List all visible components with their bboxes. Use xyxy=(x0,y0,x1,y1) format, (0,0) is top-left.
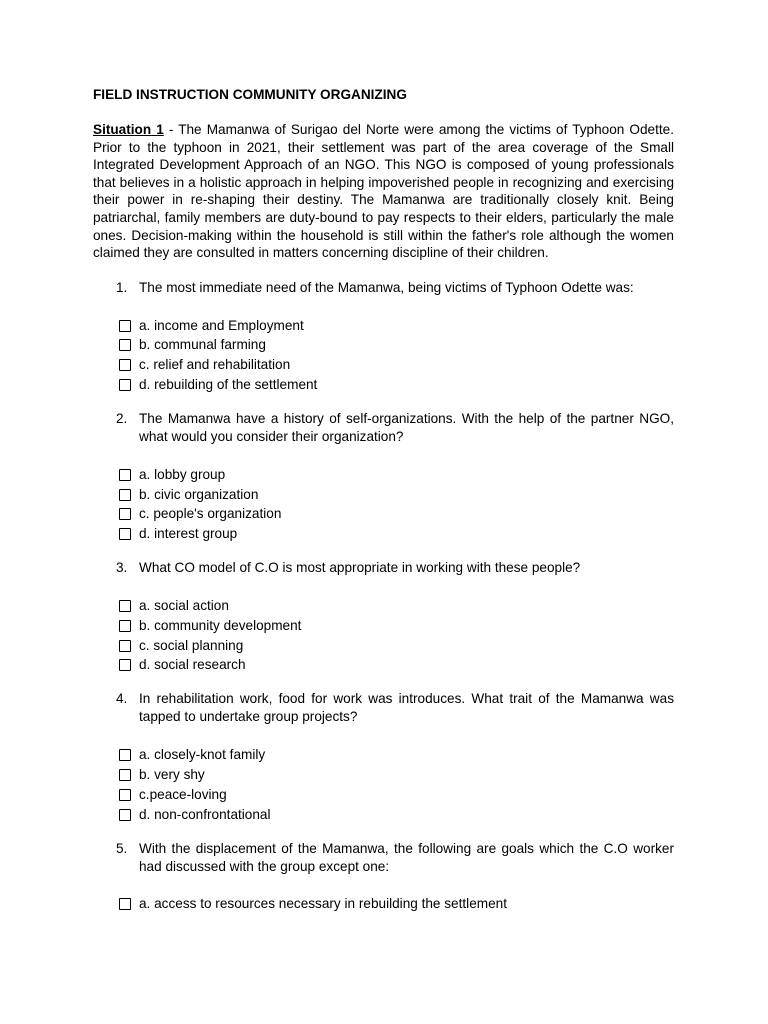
checkbox-icon[interactable] xyxy=(119,789,131,801)
checkbox-icon[interactable] xyxy=(119,508,131,520)
question-text: The most immediate need of the Mamanwa, being victims of Typhoon Odette was: xyxy=(139,279,634,295)
question-5-options xyxy=(93,895,674,915)
answer-option[interactable] xyxy=(93,745,674,765)
option-label: d. rebuilding of the settlement xyxy=(139,377,318,393)
question-number: 5. xyxy=(116,840,128,856)
question-number: 4. xyxy=(116,691,128,707)
question-text: The Mamanwa have a history of self-organizations. With the help of the partner NGO, what would you consider their organization? xyxy=(139,410,674,444)
checkbox-icon[interactable] xyxy=(119,620,131,632)
answer-option[interactable] xyxy=(93,636,674,656)
question-2 xyxy=(93,410,674,446)
option-label: c. social planning xyxy=(139,637,244,653)
checkbox-icon[interactable] xyxy=(119,769,131,781)
checkbox-icon[interactable] xyxy=(119,640,131,652)
answer-option[interactable] xyxy=(93,465,674,485)
option-label: c. relief and rehabilitation xyxy=(139,357,291,373)
question-1-options xyxy=(93,316,674,395)
answer-option[interactable] xyxy=(93,375,674,395)
answer-option[interactable] xyxy=(93,596,674,616)
option-label: b. very shy xyxy=(139,767,205,782)
answer-option[interactable] xyxy=(93,485,674,505)
option-label: c. people's organization xyxy=(139,506,282,522)
situation-text: - The Mamanwa of Surigao del Norte were among the victims of Typhoon Odette. Prior to the typhoon in 2021, their settlement was part of the area coverage of the Small Integrated Development Approach of an NGO. This NGO is composed of young professionals that believes in a holistic approach in helping impoverished people in recognizing and exercising their power in re-shaping their destiny. The Mamanwa are traditionally closely knit. Being patriarchal, family members are duty-bound to pay respects to their elders, particularly the male ones. Decision-making within the household is still within the father's role although the women claimed they are consulted in matters concerning discipline of their children. xyxy=(93,122,674,261)
answer-option[interactable] xyxy=(93,656,674,676)
question-text: With the displacement of the Mamanwa, the following are goals which the C.O worker had discussed with the group except one: xyxy=(139,840,674,874)
answer-option[interactable] xyxy=(93,616,674,636)
document-title: FIELD INSTRUCTION COMMUNITY ORGANIZING xyxy=(93,87,407,102)
question-number: 1. xyxy=(116,279,128,295)
situation-label: Situation 1 xyxy=(93,122,164,137)
question-1 xyxy=(93,279,674,297)
answer-option[interactable] xyxy=(93,355,674,375)
question-text: What CO model of C.O is most appropriate in working with these people? xyxy=(139,560,581,576)
question-2-options xyxy=(93,465,674,544)
checkbox-icon[interactable] xyxy=(119,528,131,540)
checkbox-icon[interactable] xyxy=(119,339,131,351)
answer-option[interactable] xyxy=(93,785,674,805)
checkbox-icon[interactable] xyxy=(119,898,131,910)
question-3 xyxy=(93,559,674,577)
question-number: 3. xyxy=(116,560,128,576)
question-text: In rehabilitation work, food for work was introduces. What trait of the Mamanwa was tapped to undertake group projects? xyxy=(139,691,674,725)
checkbox-icon[interactable] xyxy=(119,379,131,391)
option-label: d. non-confrontational xyxy=(139,806,271,822)
answer-option[interactable] xyxy=(93,805,674,825)
document-page xyxy=(93,86,674,914)
option-label: d. interest group xyxy=(139,526,238,542)
question-4-options xyxy=(93,745,674,824)
option-label: c.peace-loving xyxy=(139,786,227,802)
checkbox-icon[interactable] xyxy=(119,320,131,332)
checkbox-icon[interactable] xyxy=(119,749,131,761)
question-number: 2. xyxy=(116,410,128,426)
checkbox-icon[interactable] xyxy=(119,469,131,481)
answer-option[interactable] xyxy=(93,765,674,785)
answer-option[interactable] xyxy=(93,895,674,915)
question-4 xyxy=(93,690,674,726)
option-label: a. lobby group xyxy=(139,466,226,482)
answer-option[interactable] xyxy=(93,524,674,544)
question-3-options xyxy=(93,596,674,675)
answer-option[interactable] xyxy=(93,316,674,336)
checkbox-icon[interactable] xyxy=(119,489,131,501)
answer-option[interactable] xyxy=(93,505,674,525)
option-label: d. social research xyxy=(139,657,246,673)
question-5 xyxy=(93,840,674,876)
option-label: a. access to resources necessary in rebuilding the settlement xyxy=(139,896,507,912)
option-label: b. civic organization xyxy=(139,486,259,502)
option-label: a. income and Employment xyxy=(139,317,304,333)
checkbox-icon[interactable] xyxy=(119,359,131,371)
checkbox-icon[interactable] xyxy=(119,659,131,671)
checkbox-icon[interactable] xyxy=(119,809,131,821)
option-label: a. closely-knot family xyxy=(139,747,266,763)
option-label: a. social action xyxy=(139,598,229,614)
situation-paragraph xyxy=(93,121,674,262)
answer-option[interactable] xyxy=(93,336,674,356)
option-label: b. community development xyxy=(139,617,302,633)
option-label: b. communal farming xyxy=(139,337,266,353)
checkbox-icon[interactable] xyxy=(119,600,131,612)
